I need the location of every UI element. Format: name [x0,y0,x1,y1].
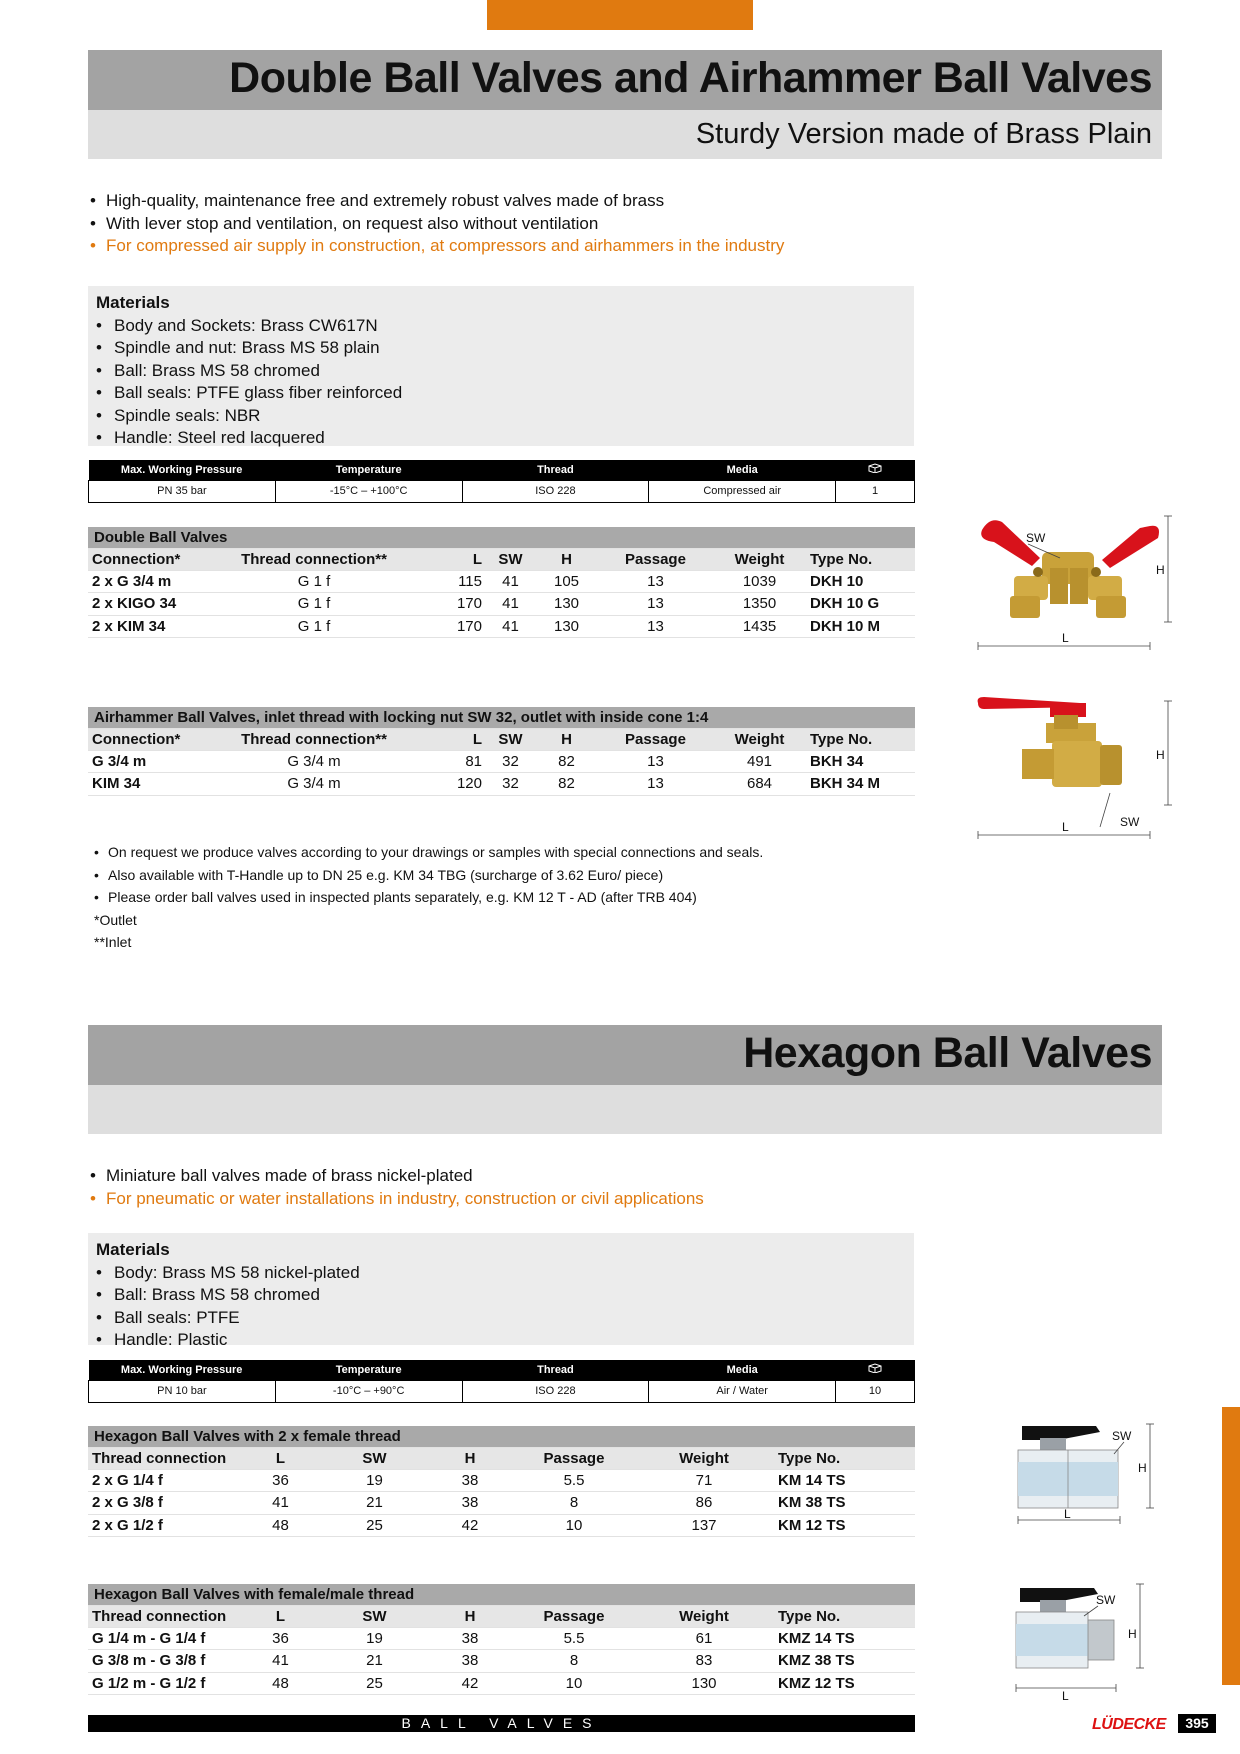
col-header: L [238,1447,323,1469]
material-item: • Body: Brass MS 58 nickel-plated [96,1262,906,1285]
brand-logo: LÜDECKE [1092,1716,1166,1733]
cell: G 3/8 m - G 3/8 f [88,1650,238,1673]
col-header: SW [323,1605,426,1627]
cell: 13 [598,593,713,616]
table-row [88,1627,915,1650]
dim-label-sw: SW [1120,815,1140,829]
table-row [88,1492,915,1515]
cell: G 1 f [232,570,396,593]
cell: 21 [323,1492,426,1515]
cell: 38 [426,1492,514,1515]
col-header: L [238,1605,323,1627]
cell: G 3/4 m [232,750,396,773]
spec-value: 10 [836,1380,915,1402]
col-header: Connection* [88,728,232,750]
material-item: • Spindle seals: NBR [96,405,906,428]
cell: 32 [486,773,535,796]
cell: 83 [634,1650,774,1673]
table-row [88,1514,915,1537]
cell: BKH 34 M [806,773,915,796]
dim-label-l: L [1064,1507,1071,1521]
side-accent-tab [1222,1407,1240,1685]
col-header: Passage [598,728,713,750]
section1-bullets [90,190,784,258]
page-number: 395 [1178,1714,1216,1733]
cell: 1039 [713,570,806,593]
footnote-inlet: **Inlet [94,934,132,950]
material-item: • Ball: Brass MS 58 chromed [96,1284,906,1307]
footnote-outlet: *Outlet [94,911,137,928]
cell: 25 [323,1514,426,1537]
table-row [88,570,915,593]
cell: 48 [238,1514,323,1537]
spec-value: PN 10 bar [89,1380,276,1402]
col-header: Type No. [806,548,915,570]
col-header: Thread connection [88,1447,238,1469]
cell: 42 [426,1672,514,1695]
table-caption: Hexagon Ball Valves with female/male thread [88,1584,915,1605]
cell: 1350 [713,593,806,616]
cell: 38 [426,1627,514,1650]
bullet: • With lever stop and ventilation, on request also without ventilation [90,213,784,236]
spec-value: ISO 228 [462,480,649,502]
package-icon [836,1360,915,1380]
cell: 41 [486,615,535,638]
dim-label-h: H [1128,1627,1137,1641]
col-header: Weight [634,1605,774,1627]
spec-value: -15°C – +100°C [275,480,462,502]
table-row [88,1672,915,1695]
cell: 105 [535,570,598,593]
package-icon [836,460,915,480]
cell: 491 [713,750,806,773]
cell: G 3/4 m [88,750,232,773]
cell: 48 [238,1672,323,1695]
spec-value: ISO 228 [462,1380,649,1402]
spec-value: Compressed air [649,480,836,502]
col-header: H [535,548,598,570]
section2-materials [88,1233,914,1349]
spec-value: -10°C – +90°C [275,1380,462,1402]
table-row [88,1469,915,1492]
col-header: Type No. [774,1447,915,1469]
cell: G 1/4 m - G 1/4 f [88,1627,238,1650]
material-item: • Ball seals: PTFE glass fiber reinforced [96,382,906,405]
cell: 137 [634,1514,774,1537]
bullet: • Miniature ball valves made of brass nickel-plated [90,1165,704,1188]
cell: 41 [486,570,535,593]
cell: 13 [598,570,713,593]
spec-value: 1 [836,480,915,502]
spec-header: Thread [462,1360,649,1380]
spec-header: Media [649,460,836,480]
material-item: • Handle: Steel red lacquered [96,427,906,450]
col-header: Passage [514,1605,634,1627]
material-item: • Spindle and nut: Brass MS 58 plain [96,337,906,360]
cell: 41 [238,1492,323,1515]
cell: 170 [396,593,486,616]
cell: G 3/4 m [232,773,396,796]
col-header: SW [486,728,535,750]
cell: 21 [323,1650,426,1673]
cell: 130 [634,1672,774,1695]
cell: 2 x G 1/2 f [88,1514,238,1537]
dim-label-l: L [1062,1689,1069,1700]
dim-label-h: H [1156,748,1165,762]
spec-value: Air / Water [649,1380,836,1402]
cell: 32 [486,750,535,773]
section1-notes [94,841,763,954]
col-header: L [396,728,486,750]
table-row [88,593,915,616]
hexagon-female-male-table [88,1584,915,1695]
materials-heading: Materials [96,1240,170,1259]
top-accent-tab [487,0,753,30]
cell: KIM 34 [88,773,232,796]
section2-spec-table [88,1360,915,1403]
dim-label-h: H [1156,563,1165,577]
hexagon-female-table [88,1426,915,1537]
material-item: • Body and Sockets: Brass CW617N [96,315,906,338]
col-header: Thread connection** [232,728,396,750]
col-header: Type No. [774,1605,915,1627]
spec-value: PN 35 bar [89,480,276,502]
cell: 61 [634,1627,774,1650]
cell: DKH 10 G [806,593,915,616]
cell: 10 [514,1672,634,1695]
cell: KM 14 TS [774,1469,915,1492]
section2-title-bar [88,1025,1162,1085]
table-row [88,1650,915,1673]
cell: 1435 [713,615,806,638]
cell: 130 [535,593,598,616]
cell: 2 x KIGO 34 [88,593,232,616]
section1-materials [88,286,914,446]
table-caption: Airhammer Ball Valves, inlet thread with locking nut SW 32, outlet with inside cone 1:4 [88,707,915,728]
col-header: H [426,1447,514,1469]
cell: 5.5 [514,1627,634,1650]
cell: 115 [396,570,486,593]
cell: 13 [598,615,713,638]
cell: 25 [323,1672,426,1695]
col-header: Thread connection [88,1605,238,1627]
note: • Please order ball valves used in inspected plants separately, e.g. KM 12 T - AD (after TRB 404) [94,886,763,909]
col-header: Connection* [88,548,232,570]
dim-label-sw: SW [1112,1429,1132,1443]
col-header: SW [323,1447,426,1469]
cell: 2 x G 3/4 m [88,570,232,593]
cell: 170 [396,615,486,638]
cell: DKH 10 [806,570,915,593]
spec-header: Max. Working Pressure [89,1360,276,1380]
cell: 2 x KIM 34 [88,615,232,638]
cell: 5.5 [514,1469,634,1492]
col-header: Thread connection** [232,548,396,570]
hexagon-female-male-valve-image [1000,1580,1170,1700]
spec-header: Thread [462,460,649,480]
bullet-highlight: • For compressed air supply in construction, at compressors and airhammers in the industry [90,235,784,258]
cell: KMZ 12 TS [774,1672,915,1695]
cell: 42 [426,1514,514,1537]
cell: 8 [514,1492,634,1515]
col-header: Passage [598,548,713,570]
dim-label-sw: SW [1026,531,1046,545]
spec-header: Temperature [275,1360,462,1380]
dim-label-l: L [1062,631,1069,645]
col-header: Weight [634,1447,774,1469]
cell: 19 [323,1627,426,1650]
section1-title: Double Ball Valves and Airhammer Ball Valves [229,54,1152,102]
table-row [88,750,915,773]
table-caption: Double Ball Valves [88,527,915,548]
spec-header: Max. Working Pressure [89,460,276,480]
col-header: Type No. [806,728,915,750]
double-ball-valve-image [970,512,1180,652]
cell: 36 [238,1469,323,1492]
cell: 38 [426,1650,514,1673]
bullet: • High-quality, maintenance free and extremely robust valves made of brass [90,190,784,213]
cell: 41 [486,593,535,616]
cell: 82 [535,750,598,773]
airhammer-ball-valve-image [970,695,1180,840]
section1-spec-table [88,460,915,503]
cell: DKH 10 M [806,615,915,638]
material-item: • Handle: Plastic [96,1329,906,1352]
cell: 8 [514,1650,634,1673]
col-header: Weight [713,548,806,570]
cell: 13 [598,750,713,773]
col-header: SW [486,548,535,570]
cell: KM 38 TS [774,1492,915,1515]
cell: 19 [323,1469,426,1492]
cell: 13 [598,773,713,796]
material-item: • Ball seals: PTFE [96,1307,906,1330]
dim-label-sw: SW [1096,1593,1116,1607]
table-caption: Hexagon Ball Valves with 2 x female thread [88,1426,915,1447]
col-header: H [426,1605,514,1627]
cell: 41 [238,1650,323,1673]
spec-header: Temperature [275,460,462,480]
double-ball-valves-table [88,527,915,638]
cell: 120 [396,773,486,796]
note: • On request we produce valves according to your drawings or samples with special connections and seals. [94,841,763,864]
section2-subtitle-bar [88,1085,1162,1134]
cell: 71 [634,1469,774,1492]
airhammer-ball-valves-table [88,707,915,796]
table-row [88,615,915,638]
cell: G 1 f [232,615,396,638]
cell: 82 [535,773,598,796]
section1-subtitle: Sturdy Version made of Brass Plain [695,118,1152,150]
material-item: • Ball: Brass MS 58 chromed [96,360,906,383]
cell: 81 [396,750,486,773]
spec-header: Media [649,1360,836,1380]
cell: 684 [713,773,806,796]
dim-label-h: H [1138,1461,1147,1475]
cell: KMZ 38 TS [774,1650,915,1673]
col-header: Passage [514,1447,634,1469]
cell: G 1/2 m - G 1/2 f [88,1672,238,1695]
cell: 10 [514,1514,634,1537]
cell: 2 x G 3/8 f [88,1492,238,1515]
hexagon-female-valve-image [1000,1420,1170,1535]
cell: 2 x G 1/4 f [88,1469,238,1492]
materials-heading: Materials [96,293,170,312]
section2-bullets [90,1165,704,1210]
cell: KMZ 14 TS [774,1627,915,1650]
col-header: H [535,728,598,750]
cell: 36 [238,1627,323,1650]
footer-bar: BALL VALVES [88,1715,915,1732]
cell: 38 [426,1469,514,1492]
col-header: Weight [713,728,806,750]
note: • Also available with T-Handle up to DN 25 e.g. KM 34 TBG (surcharge of 3.62 Euro/ piece) [94,864,763,887]
bullet-highlight: • For pneumatic or water installations in industry, construction or civil applications [90,1188,704,1211]
cell: 130 [535,615,598,638]
cell: BKH 34 [806,750,915,773]
section1-subtitle-bar [88,110,1162,159]
table-row [88,773,915,796]
section2-title: Hexagon Ball Valves [743,1029,1152,1077]
cell: G 1 f [232,593,396,616]
cell: KM 12 TS [774,1514,915,1537]
section1-title-bar [88,50,1162,110]
dim-label-l: L [1062,820,1069,834]
col-header: L [396,548,486,570]
cell: 86 [634,1492,774,1515]
